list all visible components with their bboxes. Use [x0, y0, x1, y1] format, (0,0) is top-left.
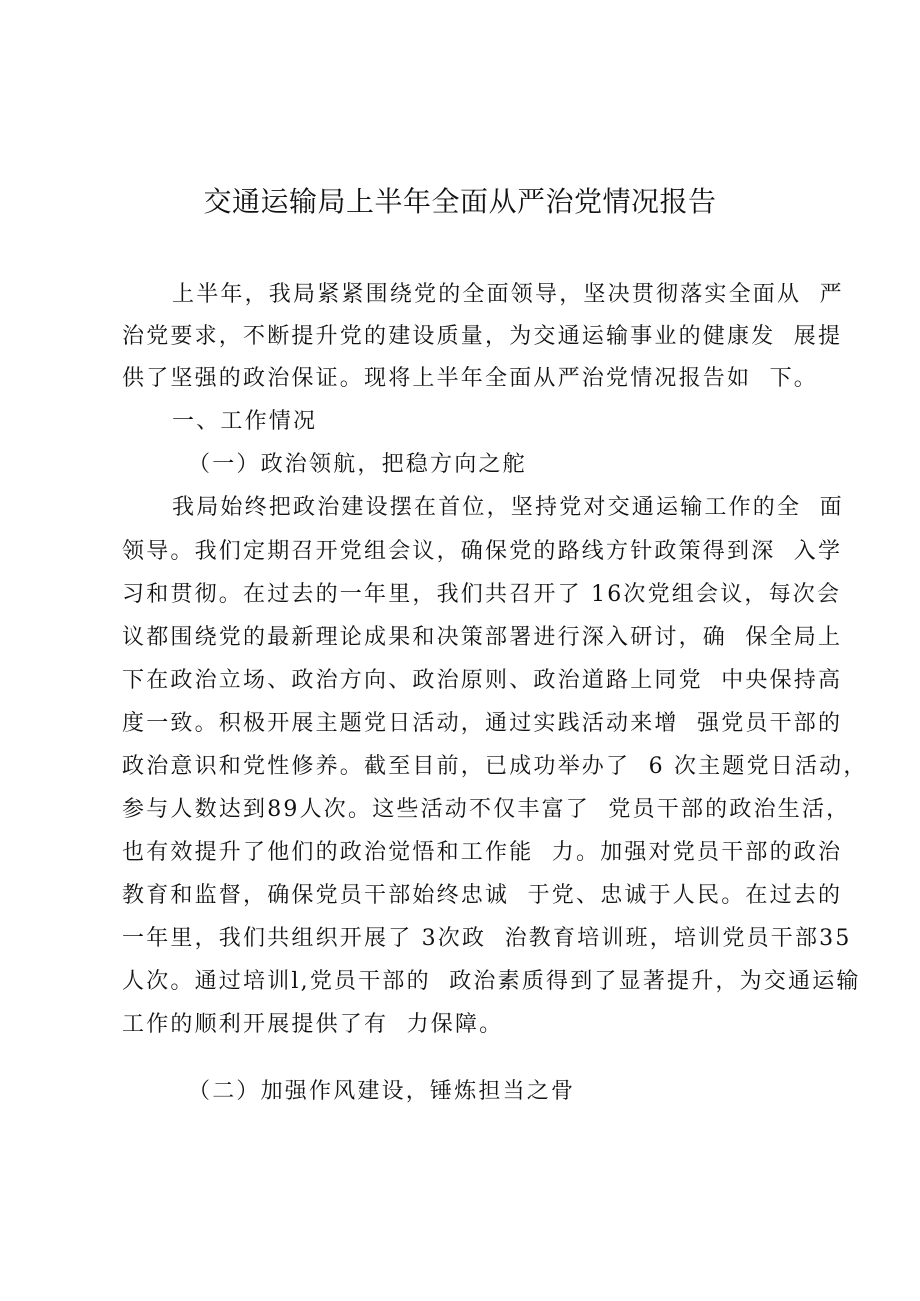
subsection-heading: （二）加强作风建设，锤炼担当之骨	[188, 1079, 576, 1104]
paragraph-line: 也有效提升了他们的政治觉悟和工作能 力。加强对党员干部的政治	[122, 840, 843, 865]
paragraph-line: 教育和监督，确保党员干部始终忠诚 于党、忠诚于人民。在过去的	[122, 883, 843, 908]
paragraph-line: 领导。我们定期召开党组会议，确保党的路线方针政策得到深 入学	[122, 539, 843, 564]
paragraph-line: 供了坚强的政治保证。现将上半年全面从严治党情况报告如 下。	[122, 366, 818, 391]
paragraph-line: 政治意识和党性修养。截至目前，已成功举办了 6 次主题党日活动，	[122, 754, 868, 779]
subsection-heading: （一）政治领航，把稳方向之舵	[188, 452, 527, 477]
paragraph-line: 参与人数达到89人次。这些活动不仅丰富了 党员干部的政治生活，	[122, 797, 851, 822]
paragraph-line: 度一致。积极开展主题党日活动，通过实践活动来增 强党员干部的	[122, 711, 843, 736]
document-title: 交通运输局上半年全面从严治党情况报告	[203, 185, 717, 218]
paragraph-line: 议都围绕党的最新理论成果和决策部署进行深入研讨，确 保全局上	[122, 625, 843, 650]
paragraph-line: 下在政治立场、政治方向、政治原则、政治道路上同党 中央保持高	[122, 668, 843, 693]
paragraph-line: 人次。通过培训l,党员干部的 政治素质得到了显著提升，为交通运输	[122, 969, 861, 994]
section-heading: 一、工作情况	[172, 409, 318, 434]
paragraph-line: 上半年，我局紧紧围绕党的全面领导，坚决贯彻落实全面从 严	[172, 282, 844, 307]
paragraph-line: 习和贯彻。在过去的一年里，我们共召开了 16次党组会议，每次会	[122, 582, 842, 607]
paragraph-line: 治党要求，不断提升党的建设质量，为交通运输事业的健康发 展提	[122, 324, 843, 349]
paragraph-line: 我局始终把政治建设摆在首位，坚持党对交通运输工作的全 面	[172, 495, 844, 520]
paragraph-line: 一年里，我们共组织开展了 3次政 治教育培训班，培训党员干部35	[122, 926, 852, 951]
paragraph-line: 工作的顺利开展提供了有 力保障。	[122, 1012, 504, 1037]
